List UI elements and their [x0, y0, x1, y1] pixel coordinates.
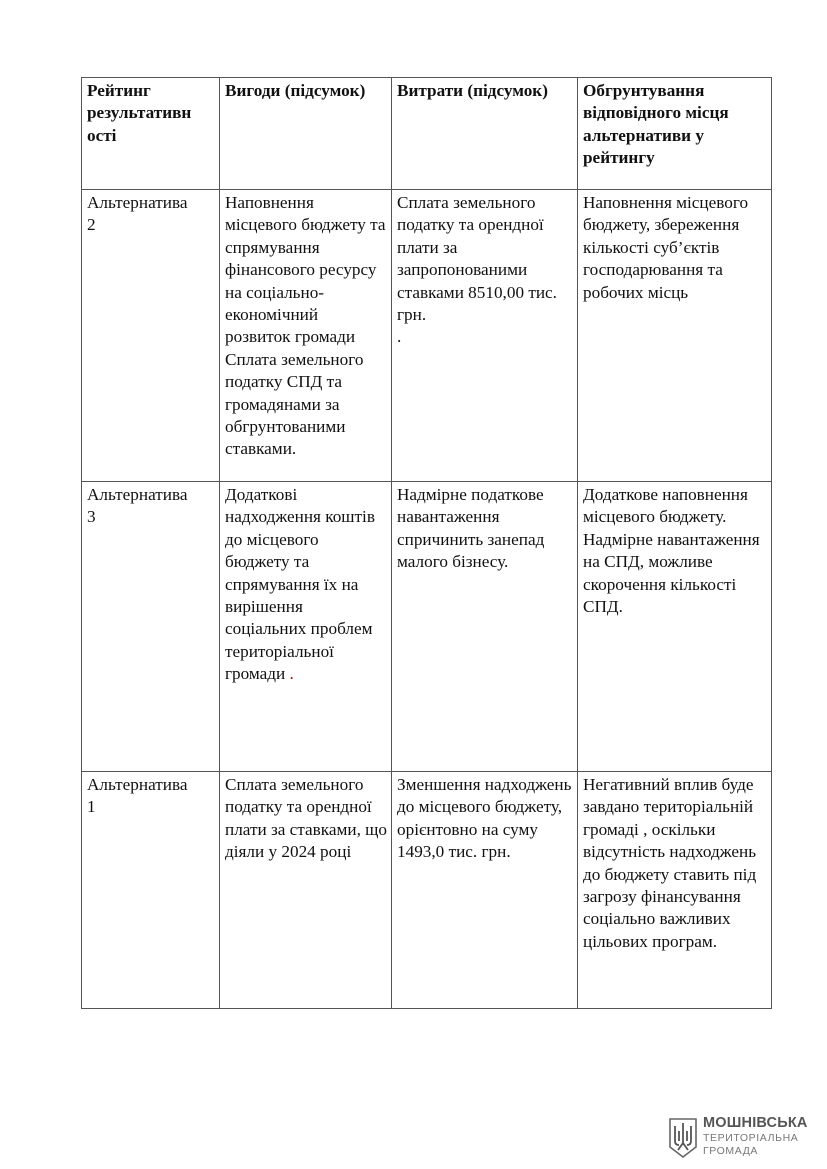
- justification-cell: Додаткове наповнення місцевого бюджету. Надмірне навантаження на СПД, можливе скорочення кількості СПД.: [578, 482, 772, 772]
- rating-cell: Альтернатива 3: [82, 482, 220, 772]
- table-header-row: [82, 78, 772, 190]
- table-row: [82, 772, 772, 1009]
- rating-cell: Альтернатива 2: [82, 190, 220, 482]
- benefits-mark: .: [285, 664, 294, 684]
- costs-cell: Зменшення надходжень до місцевого бюджету, орієнтовно на суму 1493,0 тис. грн.: [392, 772, 578, 1009]
- benefits-cell: Наповнення місцевого бюджету та спрямування фінансового ресурсу на соціально-економічний розвиток громади Сплата земельного податку СПД та громадянами за обгрунтованими ставками.: [220, 190, 392, 482]
- justification-cell: Наповнення місцевого бюджету, збереження кількості суб’єктів господарювання та робочих місць: [578, 190, 772, 482]
- costs-cell: Сплата земельного податку та орендної плати за запропонованими ставками 8510,00 тис. грн. .: [392, 190, 578, 482]
- header-costs: Витрати (підсумок): [392, 78, 578, 190]
- table-row: [82, 190, 772, 482]
- community-logo: [668, 1115, 808, 1160]
- benefits-cell: [220, 482, 392, 772]
- logo-title: МОШНІВСЬКА: [703, 1115, 808, 1131]
- header-justification: Обгрунтування відповідного місця альтернативи у рейтингу: [578, 78, 772, 190]
- header-rating: Рейтинг результативн ості: [82, 78, 220, 190]
- justification-cell: Негативний вплив буде завдано територіальній громаді , оскільки відсутність надходжень до бюджету ставить під загрозу фінансування соціально важливих цільових програм.: [578, 772, 772, 1009]
- benefits-text: Додаткові надходження коштів до місцевого бюджету та спрямування їх на вирішення соціальних проблем територіальної громади: [225, 485, 375, 684]
- header-benefits: Вигоди (підсумок): [220, 78, 392, 190]
- logo-subtitle-2: ГРОМАДА: [703, 1145, 759, 1157]
- rating-cell: Альтернатива 1: [82, 772, 220, 1009]
- table-row: [82, 482, 772, 772]
- rating-table: [81, 77, 772, 1009]
- trident-icon: [668, 1117, 698, 1159]
- logo-subtitle-1: ТЕРИТОРІАЛЬНА: [703, 1132, 799, 1144]
- benefits-cell: Сплата земельного податку та орендної плати за ставками, що діяли у 2024 році: [220, 772, 392, 1009]
- costs-cell: Надмірне податкове навантаження спричинить занепад малого бізнесу.: [392, 482, 578, 772]
